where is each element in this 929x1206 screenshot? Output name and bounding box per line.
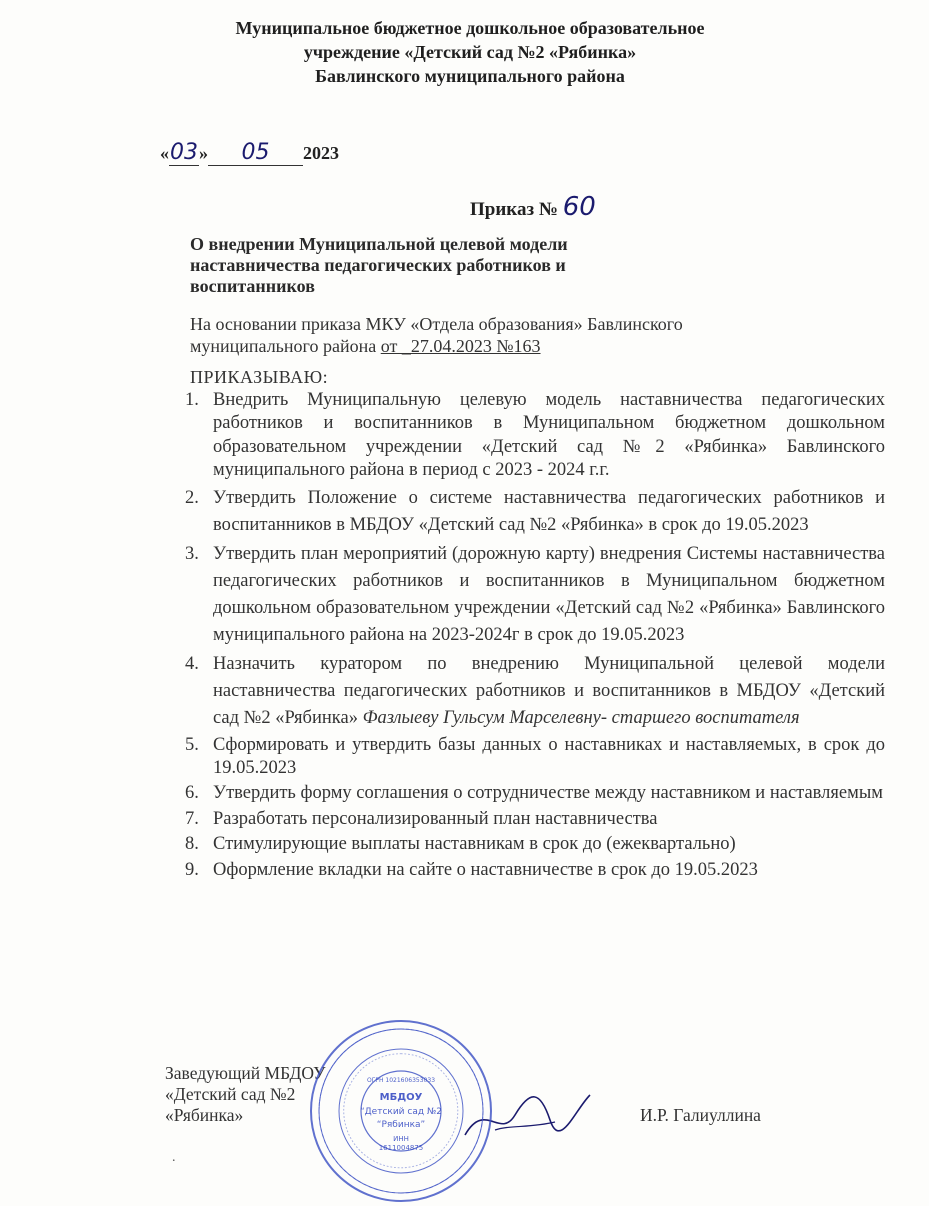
seal-center-line: “Рябинка” [376, 1120, 426, 1130]
item-number: 8. [185, 834, 199, 855]
item-curator-name: Фазлыеву Гульсум Марселевну- старшего воспитателя [362, 707, 800, 728]
margin-mark: . [172, 1150, 176, 1165]
item-number: 1. [185, 390, 199, 410]
order-item [185, 485, 885, 539]
order-subject [190, 234, 660, 297]
seal-inn-label: ИНН [393, 1135, 409, 1143]
order-command: ПРИКАЗЫВАЮ: [190, 367, 329, 387]
order-basis [190, 313, 830, 357]
signatory-org-line: «Рябинка» [165, 1105, 244, 1125]
item-text: Оформление вкладки на сайте о наставничестве в срок до 19.05.2023 [213, 859, 758, 880]
order-title [470, 192, 596, 222]
seal-center-line: МБДОУ [379, 1092, 423, 1103]
official-seal [306, 1016, 496, 1206]
signature-block [165, 1063, 325, 1126]
item-text: Утвердить форму соглашения о сотрудничестве между наставником и наставляемым [213, 783, 883, 804]
order-item [185, 651, 885, 732]
item-number: 4. [185, 653, 199, 674]
signatory-org-line: «Детский сад №2 [165, 1084, 296, 1104]
basis-line [190, 335, 830, 357]
seal-center-line: “Детский сад №2 [359, 1107, 443, 1117]
header-line: Бавлинского муниципального района [315, 66, 625, 86]
order-item [185, 782, 885, 805]
order-item [185, 541, 885, 649]
signatory-title: Заведующий МБДОУ [165, 1063, 326, 1083]
item-number: 2. [185, 487, 199, 508]
subject-line: О внедрении Муниципальной целевой модели [190, 234, 568, 254]
organization-header [120, 16, 820, 88]
order-item [185, 734, 885, 781]
signatory-name: И.Р. Галиуллина [640, 1105, 761, 1125]
item-text: Разработать персонализированный план наставничества [213, 808, 658, 829]
order-item [185, 808, 885, 831]
seal-inn-number: 1611004875 [378, 1144, 424, 1152]
order-label: Приказ № [470, 199, 558, 220]
order-item [185, 833, 885, 856]
item-number: 5. [185, 734, 199, 755]
order-items-list [185, 389, 885, 882]
seal-ogrn: ОГРН 1021606353033 [366, 1077, 436, 1084]
subject-line: воспитанников [190, 276, 315, 296]
item-number: 9. [185, 859, 199, 880]
item-number: 6. [185, 783, 199, 804]
header-line: Муниципальное бюджетное дошкольное образовательное [235, 18, 705, 38]
header-line: учреждение «Детский сад №2 «Рябинка» [303, 42, 637, 62]
item-text: Стимулирующие выплаты наставникам в срок до (ежеквартально) [213, 834, 736, 855]
item-text: Сформировать и утвердить базы данных о наставниках и наставляемых, в срок до 19.05.2023 [213, 734, 885, 779]
order-item [185, 389, 885, 483]
item-number: 7. [185, 808, 199, 829]
item-text: Утвердить план мероприятий (дорожную карту) внедрения Системы наставничества педагогических работников и воспитанников в Муниципальном бюджетном дошкольном образовательном учреждении «Детский сад №2 «Рябинка» Бавлинского муниципального района на 2023-2024г в срок до 19.05.2023 [213, 543, 885, 645]
subject-line: наставничества педагогических работников и [190, 255, 566, 275]
date-month-handwritten: 05 [208, 140, 303, 166]
item-text: Назначить куратором по внедрению Муниципальной целевой модели наставничества педагогических работников и воспитанников в МБДОУ «Детский сад №2 «Рябинка» [213, 653, 885, 728]
order-date [160, 140, 339, 166]
basis-line: На основании приказа МКУ «Отдела образования» Бавлинского [190, 314, 683, 334]
date-day-handwritten: 03 [170, 140, 198, 165]
order-number-handwritten: 60 [562, 192, 596, 222]
item-number: 3. [185, 543, 199, 564]
basis-line-prefix: муниципального района [190, 336, 381, 356]
order-item [185, 859, 885, 882]
date-year: 2023 [303, 143, 339, 163]
basis-reference: от _27.04.2023 №163 [380, 336, 541, 356]
date-open-quote: « [160, 143, 169, 163]
date-close-quote: » [199, 143, 208, 163]
item-text: Утвердить Положение о системе наставничества педагогических работников и воспитанников в МБДОУ «Детский сад №2 «Рябинка» в срок до 19.05.2023 [213, 487, 885, 535]
item-text: Внедрить Муниципальную целевую модель наставничества педагогических работников и воспитанников в Муниципальном бюджетном дошкольном образовательном учреждении «Детский сад №2 «Рябинка» Бавлинского муниципального района в период с 2023 - 2024 г.г. [213, 390, 885, 481]
